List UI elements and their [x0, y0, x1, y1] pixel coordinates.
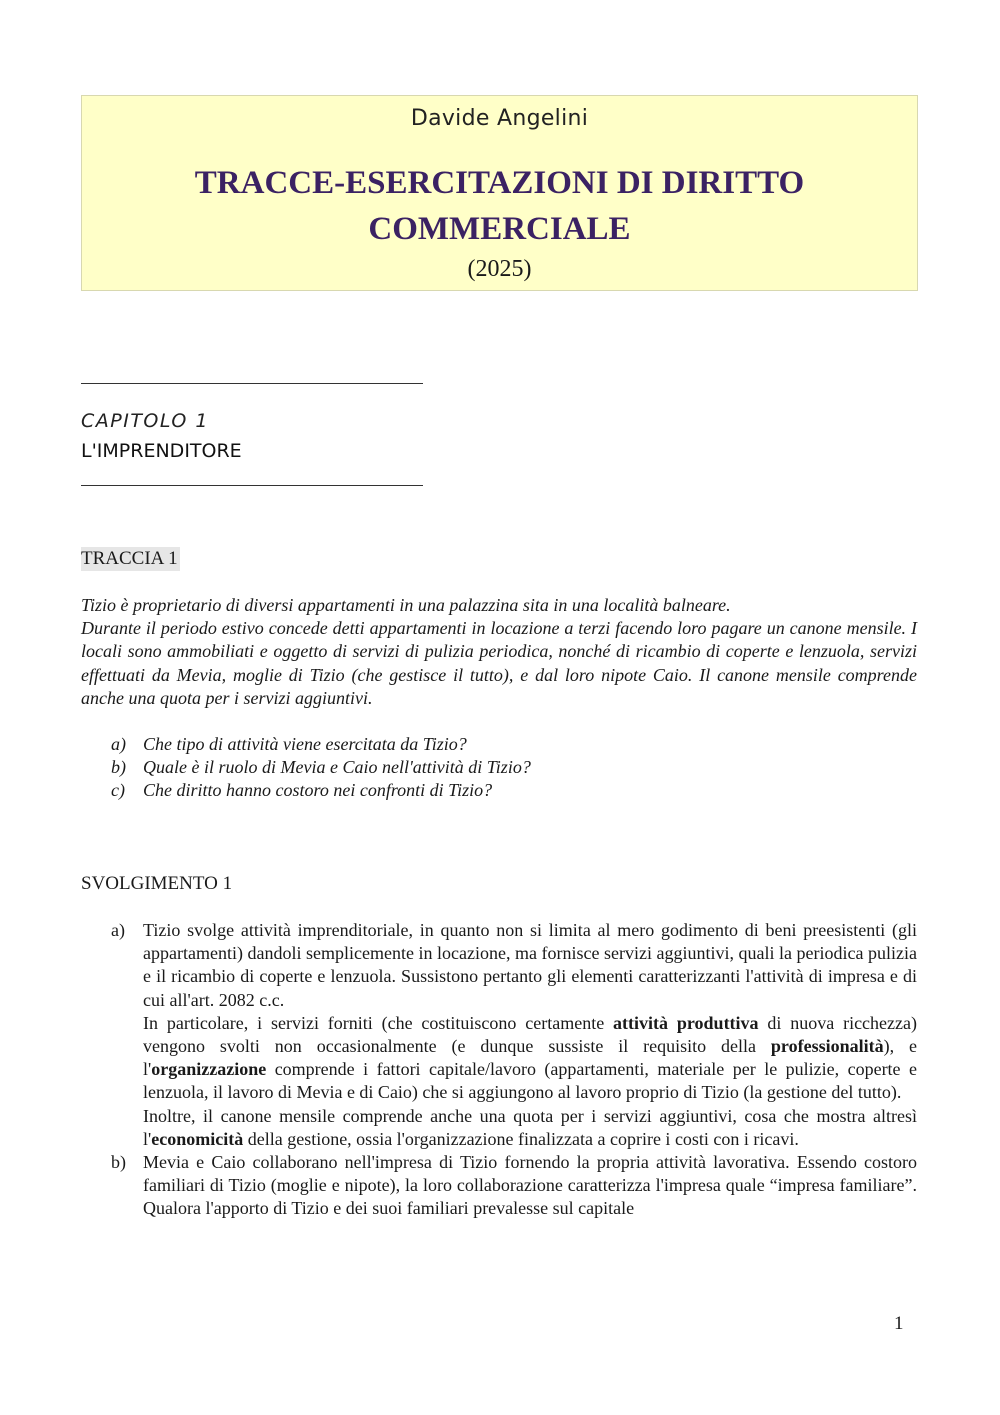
author-name: Davide Angelini [410, 106, 589, 131]
answer-marker: a) [111, 920, 125, 940]
question-text: Che diritto hanno costoro nei confronti di Tizio? [143, 780, 493, 801]
traccia-title: TRACCIA 1 [81, 548, 178, 569]
answer-marker: b) [111, 1152, 126, 1173]
question-marker: b) [111, 757, 126, 778]
questions-list [81, 733, 917, 803]
question-item [81, 756, 917, 779]
answer-a-paragraph-3 [143, 1105, 917, 1151]
question-text: Quale è il ruolo di Mevia e Caio nell'attività di Tizio? [143, 757, 531, 778]
text-run: di nuova ricchezza) vengono svolti non occasionalmente (e dunque sussiste il requisito della [143, 1012, 917, 1057]
answer-item-b [81, 1151, 917, 1221]
svolgimento-title: SVOLGIMENTO 1 [81, 873, 233, 894]
traccia-paragraph-1: Tizio è proprietario di diversi appartamenti in una palazzina sita in una località balneare. [81, 595, 731, 615]
title-line-2: COMMERCIALE [368, 211, 631, 247]
document-title [82, 160, 917, 252]
divider-top [81, 383, 423, 384]
bold-term: organizzazione [151, 1059, 267, 1080]
text-run: In particolare, i servizi forniti (che costituiscono certamente [143, 1012, 614, 1033]
answer-item-a [81, 919, 917, 1151]
text-run: ), e l' [143, 1036, 917, 1080]
traccia-text [81, 594, 917, 710]
document-header [81, 95, 918, 291]
document-year: (2025) [467, 256, 532, 282]
page-number: 1 [894, 1313, 904, 1334]
text-run: Inoltre, il canone mensile comprende anche una quota per i servizi aggiuntivi, cosa che mostra altresì l' [143, 1105, 917, 1149]
answer-a-paragraph-2 [143, 1012, 917, 1105]
answer-a-paragraph-1: Tizio svolge attività imprenditoriale, in quanto non si limita al mero godimento di beni preesistenti (gli appartamenti) dandoli semplicemente in locazione, ma fornisce servizi aggiuntivi, quali la periodica pulizia e il ricambio di coperte e lenzuola. Sussistono pertanto gli elementi caratterizzanti l'attività di impresa e di cui all'art. 2082 c.c. [143, 920, 917, 1010]
divider-bottom [81, 485, 423, 486]
traccia-paragraph-2: Durante il periodo estivo concede detti appartamenti in locazione a terzi facendo loro pagare un canone mensile. I locali sono ammobiliati e oggetto di servizi di pulizia periodica, nonché di ricambio di coperte e lenzuola, servizi effettuati da Mevia, moglie di Tizio (che gestisce il tutto), e dal loro nipote Caio. Il canone mensile comprende anche una quota per i servizi aggiuntivi. [81, 618, 917, 708]
answers-list [81, 919, 917, 1221]
answer-b-text: Mevia e Caio collaborano nell'impresa di Tizio fornendo la propria attività lavorativa. Essendo costoro familiari di Tizio (moglie e nipote), la loro collaborazione caratterizza l'impresa quale “impresa familiare”. Qualora l'apporto di Tizio e dei suoi familiari prevalesse sul capitale [143, 1152, 917, 1219]
bold-term: economicità [151, 1128, 244, 1149]
chapter-label: CAPITOLO 1 [81, 410, 209, 432]
question-marker: a) [111, 734, 126, 754]
bold-term: professionalità [770, 1036, 884, 1057]
text-run: comprende i fattori capitale/lavoro (appartamenti, materiale per le pulizie, coperte e lenzuola, il lavoro di Mevia e di Caio) che si aggiungono al lavoro proprio di Tizio (la gestione del tutto). [143, 1059, 917, 1103]
question-text: Che tipo di attività viene esercitata da Tizio? [143, 734, 467, 754]
chapter-title: L'IMPRENDITORE [81, 440, 242, 462]
question-item [81, 733, 917, 756]
bold-term: attività produttiva [613, 1012, 759, 1033]
text-run: della gestione, ossia l'organizzazione finalizzata a coprire i costi con i ricavi. [243, 1128, 799, 1149]
question-item [81, 779, 917, 802]
title-line-1: TRACCE-ESERCITAZIONI DI DIRITTO [194, 165, 805, 201]
question-marker: c) [111, 780, 125, 801]
